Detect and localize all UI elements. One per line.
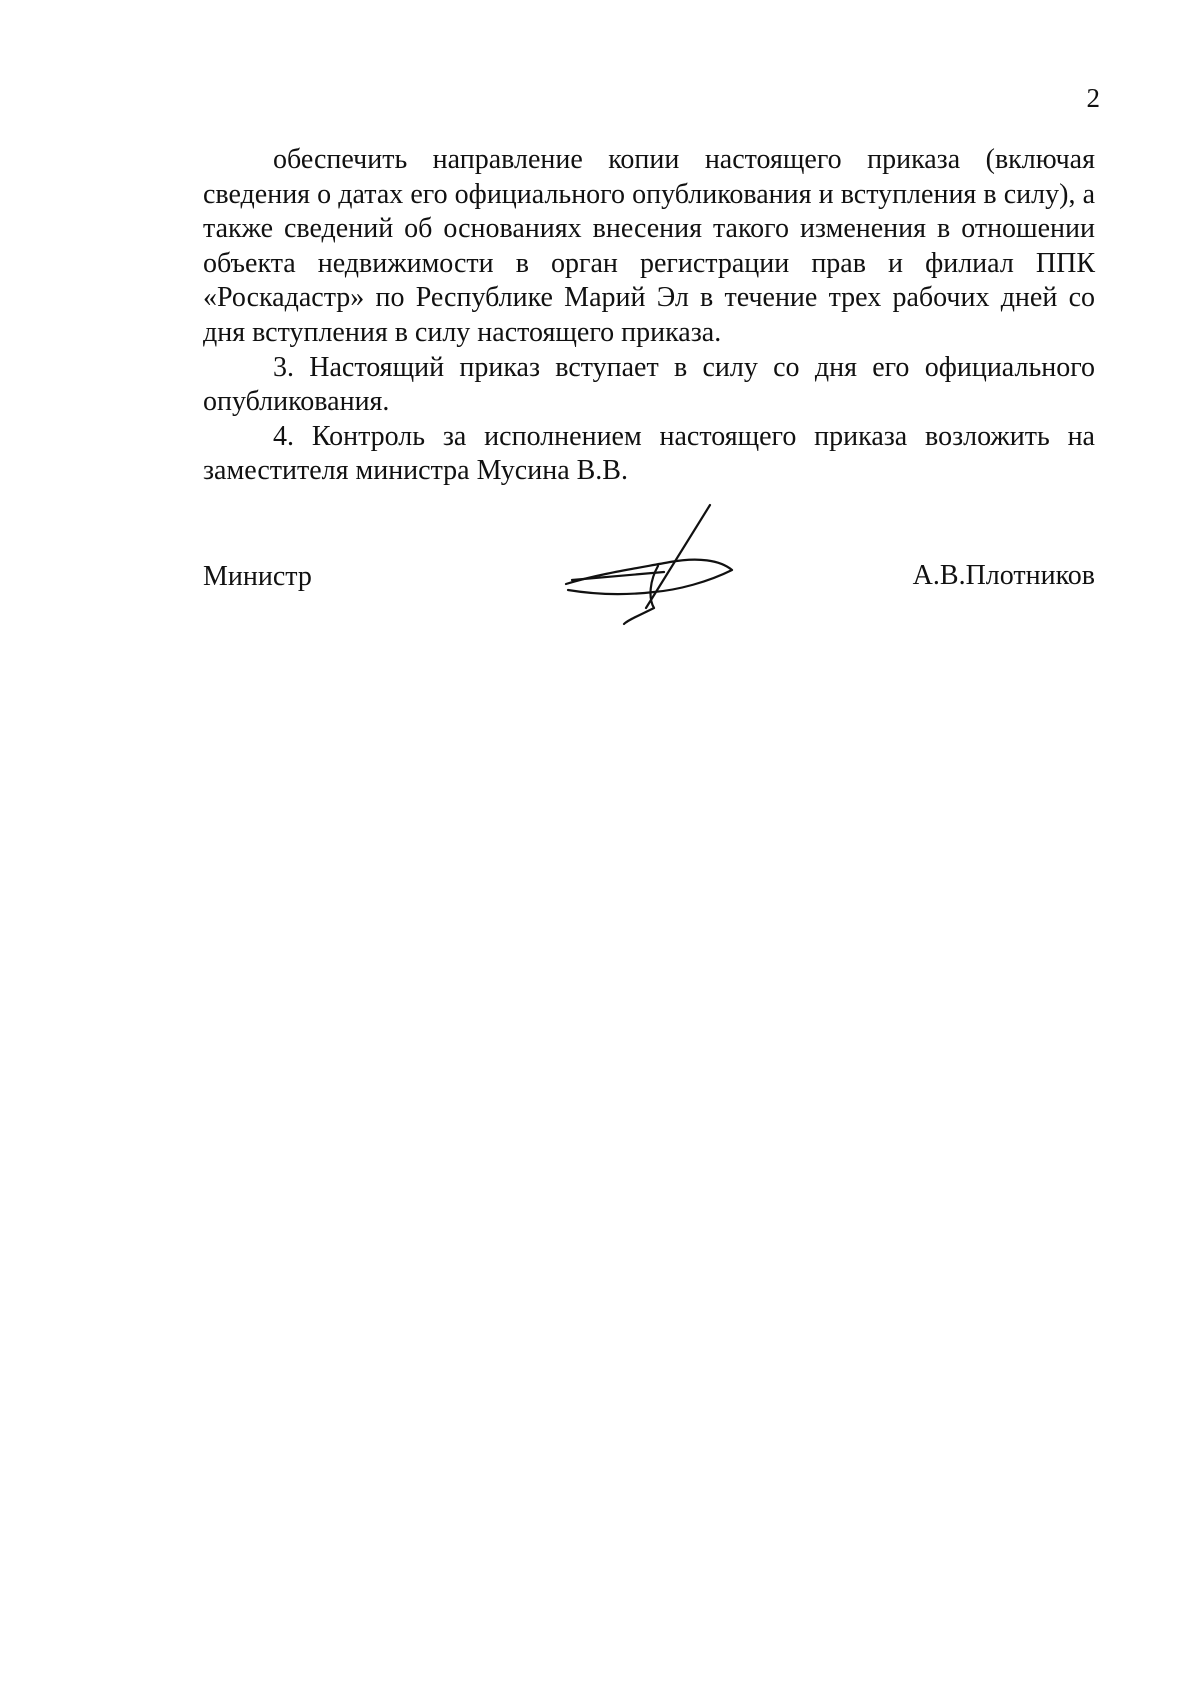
paragraph-copy-direction: обеспечить направление копии настоящего приказа (включая сведения о датах его официального опубликования и вступления в силу), а также сведений об основаниях внесения такого изменения в отношении объекта недвижимости в орган регистрации прав и филиал ППК «Роскадастр» по Республике Марий Эл в течение трех рабочих дней со дня вступления в силу настоящего приказа.	[203, 144, 1095, 348]
page-number: 2	[1086, 83, 1100, 113]
paragraph-control: 4. Контроль за исполнением настоящего приказа возложить на заместителя министра Мусина В.В.	[203, 420, 1095, 487]
signature-block	[203, 500, 1095, 640]
signatory-title: Министр	[203, 561, 312, 592]
document-body	[203, 143, 1095, 489]
handwritten-signature	[558, 500, 758, 630]
signatory-name: А.В.Плотников	[912, 560, 1095, 591]
paragraph-effective-date: 3. Настоящий приказ вступает в силу со дня его официального опубликования.	[203, 351, 1095, 418]
